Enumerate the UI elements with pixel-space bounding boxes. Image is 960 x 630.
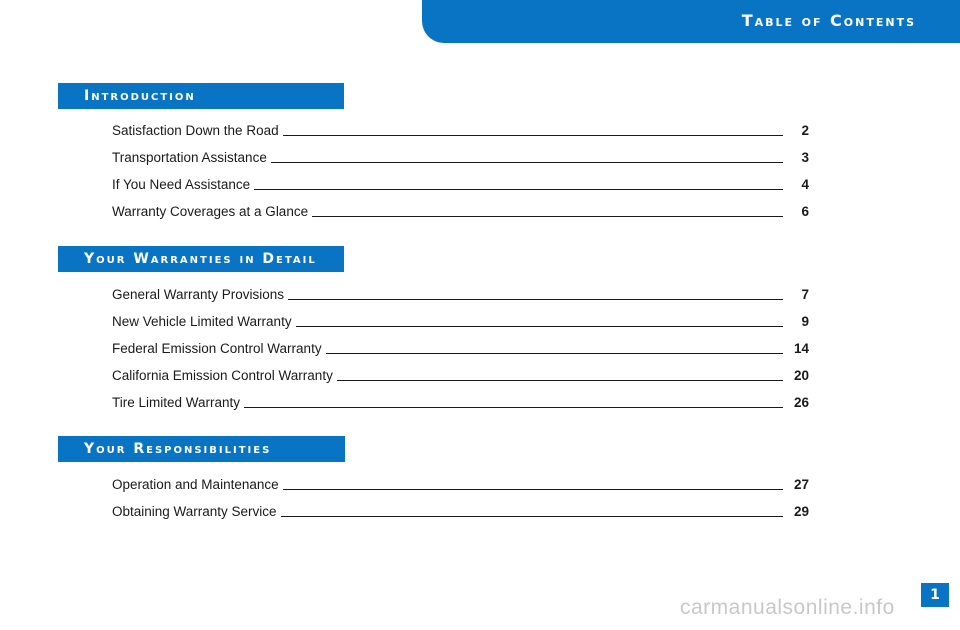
toc-entry-page: 9 — [801, 314, 809, 329]
toc-entry[interactable] — [112, 311, 809, 331]
toc-entry[interactable] — [112, 501, 809, 521]
toc-entry-label: Federal Emission Control Warranty — [112, 341, 322, 356]
toc-entry-page: 26 — [793, 395, 809, 410]
dot-leader — [244, 407, 783, 408]
toc-entry-page: 4 — [801, 177, 809, 192]
toc-entry[interactable] — [112, 365, 809, 385]
toc-entry[interactable] — [112, 147, 809, 167]
dot-leader — [271, 162, 783, 163]
toc-entry-label: Obtaining Warranty Service — [112, 504, 277, 519]
toc-entry-label: Transportation Assistance — [112, 150, 267, 165]
toc-entry[interactable] — [112, 201, 809, 221]
toc-entry[interactable] — [112, 474, 809, 494]
toc-entry-page: 14 — [793, 341, 809, 356]
toc-entry-label: New Vehicle Limited Warranty — [112, 314, 292, 329]
toc-entry-page: 2 — [801, 123, 809, 138]
page-title: Table of Contents — [741, 11, 916, 30]
toc-entry[interactable] — [112, 174, 809, 194]
toc-entry-page: 20 — [793, 368, 809, 383]
dot-leader — [283, 135, 783, 136]
toc-entry-label: If You Need Assistance — [112, 177, 251, 192]
section-header-warranties: Your Warranties in Detail — [58, 246, 344, 272]
toc-entry[interactable] — [112, 338, 809, 358]
dot-leader — [326, 353, 783, 354]
dot-leader — [254, 189, 783, 190]
toc-entry-label: Operation and Maintenance — [112, 477, 279, 492]
dot-leader — [283, 489, 783, 490]
toc-entry-label: California Emission Control Warranty — [112, 368, 333, 383]
toc-entry-label: Tire Limited Warranty — [112, 395, 241, 410]
toc-entry-page: 27 — [793, 477, 809, 492]
dot-leader — [312, 216, 783, 217]
toc-entry-label: Satisfaction Down the Road — [112, 123, 279, 138]
section-header-introduction: Introduction — [58, 83, 344, 109]
toc-entry-page: 7 — [801, 287, 809, 302]
watermark-text: carmanualsonline.info — [680, 596, 895, 619]
toc-entry[interactable] — [112, 284, 809, 304]
title-banner — [422, 0, 960, 43]
toc-entry[interactable] — [112, 120, 809, 140]
dot-leader — [337, 380, 783, 381]
section-header-responsibilities: Your Responsibilities — [58, 436, 345, 462]
toc-entry-label: General Warranty Provisions — [112, 287, 285, 302]
toc-entry-page: 29 — [793, 504, 809, 519]
dot-leader — [288, 299, 783, 300]
toc-entry-page: 3 — [801, 150, 809, 165]
toc-entry[interactable] — [112, 392, 809, 412]
dot-leader — [281, 516, 783, 517]
dot-leader — [296, 326, 783, 327]
toc-entry-page: 6 — [801, 204, 809, 219]
page-number: 1 — [921, 583, 949, 607]
toc-entry-label: Warranty Coverages at a Glance — [112, 204, 309, 219]
